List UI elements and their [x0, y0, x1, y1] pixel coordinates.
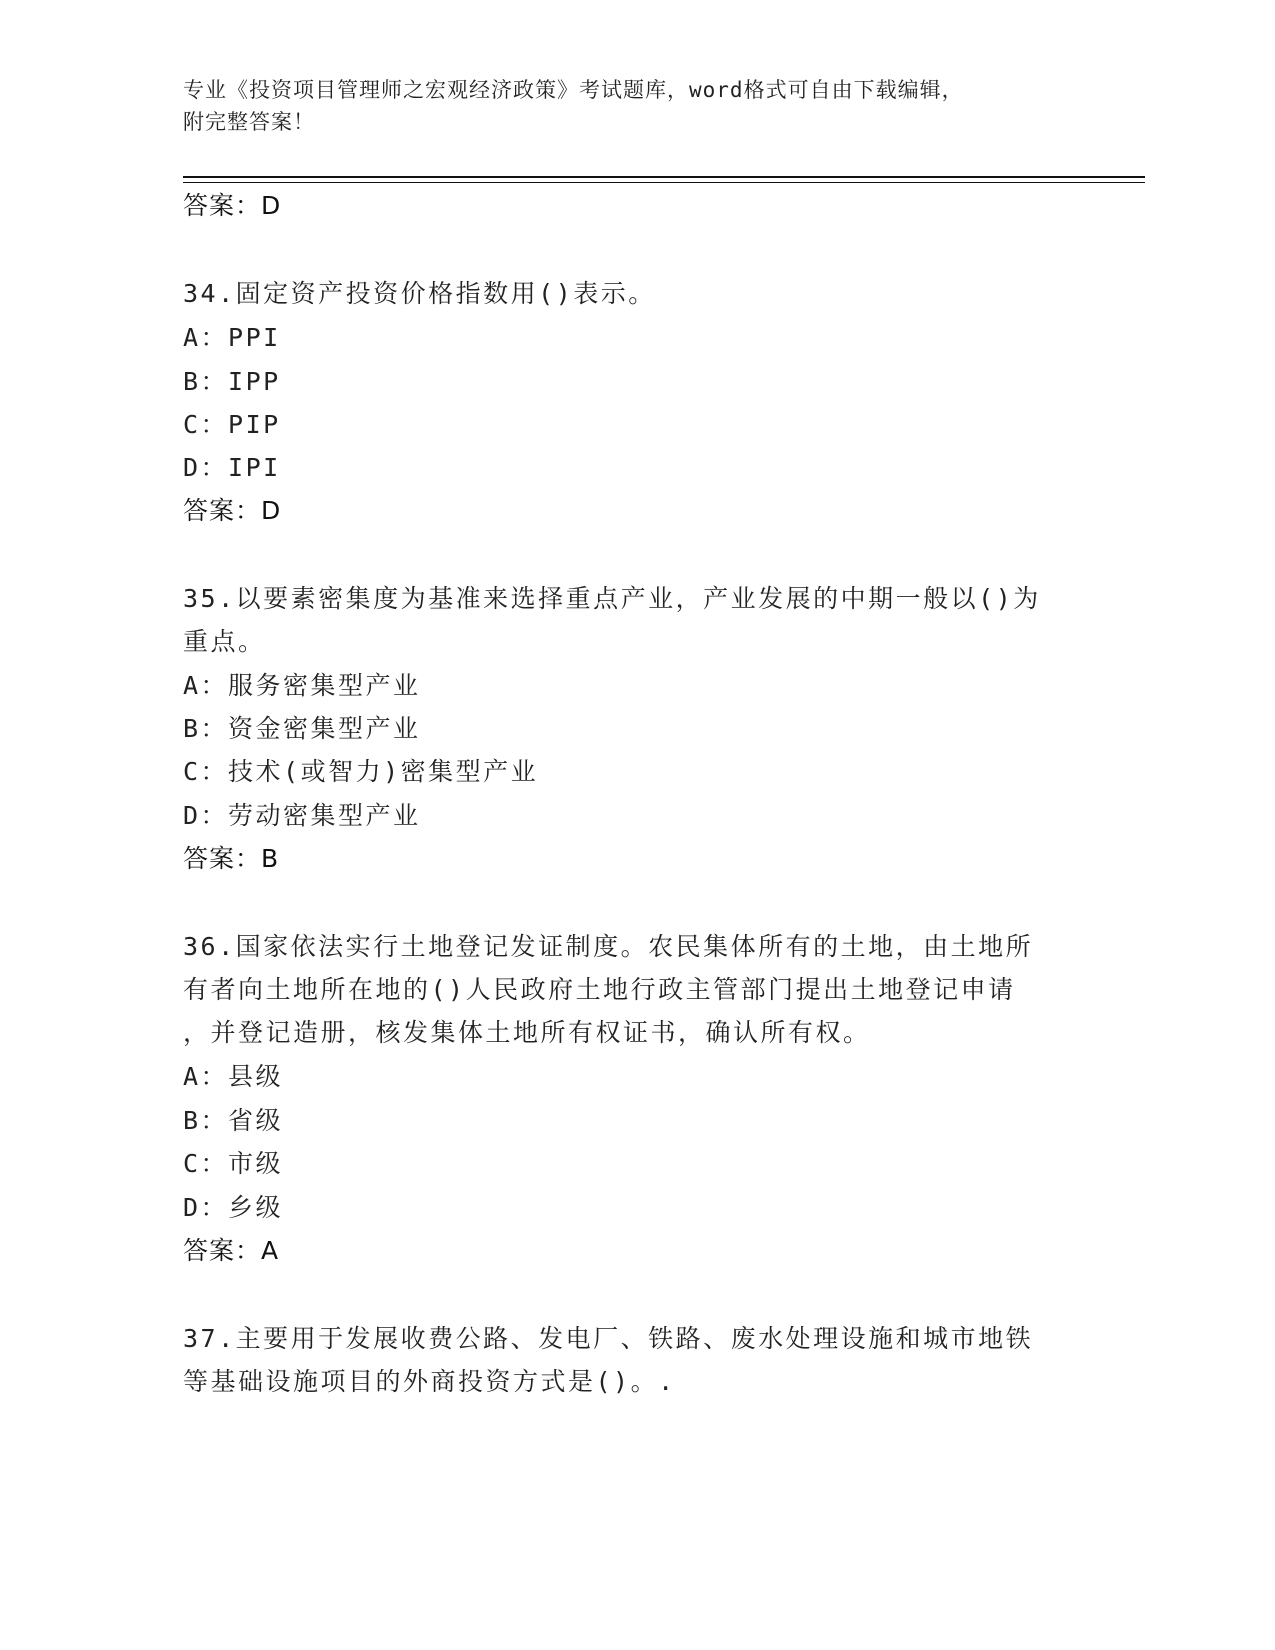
header-line-1: 专业《投资项目管理师之宏观经济政策》考试题库，word格式可自由下载编辑，: [183, 78, 964, 102]
question-35-option-b: B：资金密集型产业: [183, 714, 421, 743]
question-35-stem-line-2: 重点。: [183, 627, 266, 656]
question-36-option-c: C：市级: [183, 1149, 284, 1178]
question-36-stem-line-1: 36.国家依法实行土地登记发证制度。农民集体所有的土地，由土地所: [183, 932, 1034, 961]
question-34-stem: 34.固定资产投资价格指数用()表示。: [183, 279, 656, 308]
question-34-option-c: C：PIP: [183, 410, 281, 439]
question-37-stem-line-2: 等基础设施项目的外商投资方式是()。.: [183, 1367, 676, 1396]
question-37-stem-line-1: 37.主要用于发展收费公路、发电厂、铁路、废水处理设施和城市地铁: [183, 1324, 1034, 1353]
question-35-answer: 答案：B: [183, 844, 280, 873]
question-35-option-c: C：技术(或智力)密集型产业: [183, 757, 539, 786]
question-35-option-a: A：服务密集型产业: [183, 671, 421, 700]
question-34-option-b: B：IPP: [183, 367, 281, 396]
question-35-option-d: D：劳动密集型产业: [183, 801, 421, 830]
question-34-answer: 答案：D: [183, 496, 282, 525]
question-36-option-a: A：县级: [183, 1062, 284, 1091]
page-header: [183, 74, 1063, 138]
question-36-stem-line-2: 有者向土地所在地的()人民政府土地行政主管部门提出土地登记申请: [183, 975, 1016, 1004]
question-36-option-b: B：省级: [183, 1106, 284, 1135]
header-divider: [183, 176, 1145, 178]
question-36-stem-line-3: ，并登记造册，核发集体土地所有权证书，确认所有权。: [183, 1018, 871, 1047]
question-34-option-a: A：PPI: [183, 323, 281, 352]
question-36-answer: 答案：A: [183, 1236, 280, 1265]
header-divider-thin: [183, 182, 1145, 183]
question-35-stem-line-1: 35.以要素密集度为基准来选择重点产业，产业发展的中期一般以()为: [183, 584, 1041, 613]
header-line-2: 附完整答案！: [183, 110, 315, 134]
answer-33: 答案：D: [183, 191, 282, 220]
question-34-option-d: D：IPI: [183, 453, 281, 482]
question-36-option-d: D：乡级: [183, 1193, 284, 1222]
